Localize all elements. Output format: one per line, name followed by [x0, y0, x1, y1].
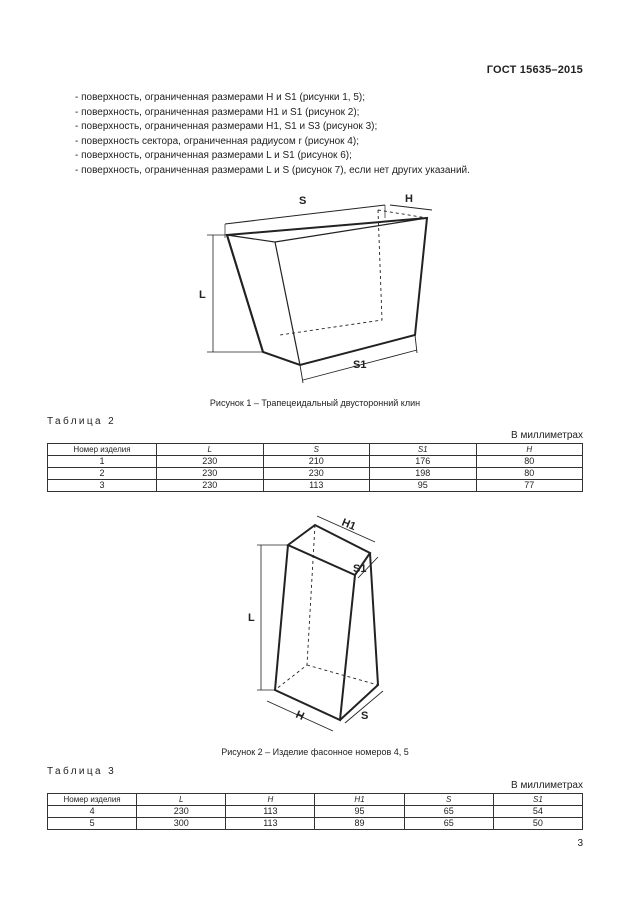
table-cell: 113 [263, 480, 370, 492]
table-cell: 65 [404, 806, 493, 818]
dim-label-l: L [199, 289, 206, 301]
table-cell: 300 [137, 818, 226, 830]
table-cell: 176 [370, 456, 477, 468]
table-cell: 230 [157, 480, 264, 492]
column-header: H [226, 794, 315, 806]
table-header-row [48, 444, 583, 456]
table-cell: 113 [226, 818, 315, 830]
table-row [48, 468, 583, 480]
table-cell: 65 [404, 818, 493, 830]
column-header: S [263, 444, 370, 456]
table-cell: 80 [476, 456, 583, 468]
list-item [75, 120, 470, 135]
figure-2-drawing [235, 505, 395, 735]
list-item-text: - поверхность, ограниченная размерами H1 и S1 (рисунок 2); [75, 106, 360, 118]
table-cell: 77 [476, 480, 583, 492]
dim-label-h: H [293, 708, 306, 723]
table-2-label: Таблица 2 [47, 416, 117, 427]
table-cell: 4 [48, 806, 137, 818]
dim-label-l: L [248, 612, 255, 624]
column-header: L [137, 794, 226, 806]
list-item [75, 135, 470, 150]
table-cell: 54 [493, 806, 582, 818]
table-row [48, 818, 583, 830]
table-row [48, 456, 583, 468]
dim-label-h1: H1 [339, 516, 358, 534]
column-header: Номер изделия [48, 794, 137, 806]
table-cell: 230 [157, 468, 264, 480]
column-header: S [404, 794, 493, 806]
table-2 [47, 443, 583, 492]
list-item-text: - поверхность, ограниченная размерами L и S (рисунок 7), если нет других указаний. [75, 164, 470, 176]
trapezoid-wedge-diagram [195, 180, 455, 390]
column-header: Номер изделия [48, 444, 157, 456]
table-header-row [48, 794, 583, 806]
list-item-text: - поверхность, ограниченная размерами H1, S1 и S3 (рисунок 3); [75, 121, 378, 132]
figure-1-drawing [195, 180, 455, 390]
table-cell: 80 [476, 468, 583, 480]
figure-2-caption: Рисунок 2 – Изделие фасонное номеров 4, 5 [221, 747, 409, 757]
table-row [48, 480, 583, 492]
table-cell: 3 [48, 480, 157, 492]
column-header: H [476, 444, 583, 456]
table-cell: 95 [315, 806, 404, 818]
surface-list [75, 91, 470, 178]
table-cell: 2 [48, 468, 157, 480]
column-header: H1 [315, 794, 404, 806]
list-item-text: - поверхность сектора, ограниченная радиусом r (рисунок 4); [75, 135, 359, 147]
table-cell: 113 [226, 806, 315, 818]
table-2-units: В миллиметрах [511, 430, 583, 441]
shaped-product-diagram [235, 505, 395, 735]
column-header: L [157, 444, 264, 456]
table-row [48, 806, 583, 818]
table-cell: 230 [157, 456, 264, 468]
list-item [75, 91, 470, 106]
column-header: S1 [493, 794, 582, 806]
dim-label-s: S [361, 710, 369, 722]
table-cell: 230 [137, 806, 226, 818]
dim-label-h: H [405, 193, 413, 205]
list-item [75, 149, 470, 164]
table-cell: 89 [315, 818, 404, 830]
table-cell: 95 [370, 480, 477, 492]
table-3-label: Таблица 3 [47, 766, 117, 777]
table-cell: 230 [263, 468, 370, 480]
dim-label-s1: S1 [353, 563, 367, 575]
dim-label-s: S [299, 195, 307, 207]
table-cell: 198 [370, 468, 477, 480]
list-item-text: - поверхность, ограниченная размерами H и S1 (рисунки 1, 5); [75, 92, 366, 103]
list-item-text: - поверхность, ограниченная размерами L и S1 (рисунок 6); [75, 150, 352, 161]
table-cell: 5 [48, 818, 137, 830]
page-number: 3 [577, 838, 583, 849]
document-header: ГОСТ 15635–2015 [486, 64, 583, 76]
column-header: S1 [370, 444, 477, 456]
dim-label-s1: S1 [353, 359, 367, 371]
list-item [75, 106, 470, 121]
table-cell: 1 [48, 456, 157, 468]
table-cell: 210 [263, 456, 370, 468]
list-item [75, 164, 470, 179]
table-3-units: В миллиметрах [511, 780, 583, 791]
table-3 [47, 793, 583, 830]
figure-1-caption: Рисунок 1 – Трапецеидальный двусторонний клин [209, 398, 421, 408]
table-cell: 50 [493, 818, 582, 830]
